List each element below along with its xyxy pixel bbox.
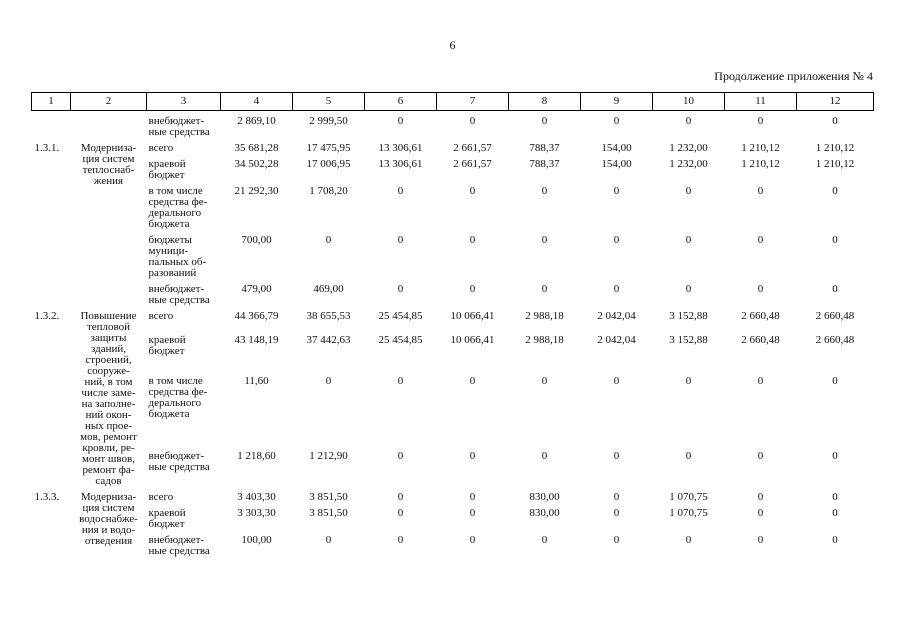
- table-row: [32, 138, 874, 154]
- item-code: 1.3.1.: [34, 142, 60, 154]
- amount-cell: 0: [757, 185, 764, 197]
- amount-cell: 3 403,30: [237, 491, 276, 503]
- amount-cell: 0: [832, 375, 838, 388]
- amount-cell: 0: [397, 507, 404, 519]
- amount-cell: 0: [685, 115, 692, 127]
- amount-cell: 0: [757, 234, 764, 246]
- amount-cell: 0: [832, 185, 838, 197]
- header-cell: 12: [797, 93, 874, 111]
- amount-cell: 25 454,85: [378, 334, 423, 347]
- amount-cell: 0: [397, 534, 404, 546]
- amount-cell: 830,00: [529, 491, 560, 503]
- funding-source: бюджеты муници- пальных об- разований: [148, 234, 207, 279]
- amount-cell: 1 218,60: [237, 449, 276, 462]
- funding-source: внебюджет- ные средства: [148, 449, 210, 473]
- amount-cell: 0: [397, 234, 404, 246]
- amount-cell: 17 475,95: [306, 142, 351, 154]
- table-row: [32, 111, 874, 139]
- amount-cell: 0: [613, 283, 620, 295]
- amount-cell: 1 070,75: [669, 491, 708, 503]
- amount-cell: 34 502,28: [234, 158, 279, 170]
- amount-cell: 0: [757, 534, 764, 546]
- table-row: [32, 330, 874, 371]
- amount-cell: 0: [469, 491, 476, 503]
- amount-cell: 700,00: [241, 234, 272, 246]
- amount-cell: 2 869,10: [237, 115, 276, 127]
- amount-cell: 0: [541, 283, 548, 295]
- amount-cell: 0: [757, 507, 764, 519]
- item-code: [32, 111, 71, 139]
- amount-cell: 2 660,48: [815, 334, 855, 347]
- amount-cell: 788,37: [529, 158, 560, 170]
- amount-cell: 0: [613, 507, 620, 519]
- amount-cell: 1 210,12: [815, 142, 855, 154]
- amount-cell: 0: [397, 185, 404, 197]
- amount-cell: 0: [397, 283, 404, 295]
- header-cell: 2: [71, 93, 147, 111]
- funding-source: краевой бюджет: [148, 507, 186, 530]
- amount-cell: 0: [541, 449, 548, 462]
- amount-cell: 0: [469, 115, 476, 127]
- budget-table: [31, 92, 874, 557]
- amount-cell: 44 366,79: [234, 310, 279, 322]
- amount-cell: 0: [469, 234, 476, 246]
- table-header: [32, 93, 874, 111]
- amount-cell: 0: [613, 115, 620, 127]
- amount-cell: 0: [541, 185, 548, 197]
- amount-cell: 0: [613, 375, 620, 388]
- amount-cell: 0: [325, 234, 332, 246]
- amount-cell: 2 988,18: [525, 334, 564, 347]
- header-cell: 4: [221, 93, 293, 111]
- table-body: [32, 111, 874, 558]
- amount-cell: 0: [832, 449, 838, 462]
- amount-cell: 2 661,57: [453, 142, 492, 154]
- amount-cell: 1 210,12: [815, 158, 855, 170]
- amount-cell: 43 148,19: [234, 334, 279, 347]
- amount-cell: 1 232,00: [669, 142, 708, 154]
- item-name: Модерниза- ция систем водоснабже- ния и водо- отведения: [79, 491, 138, 547]
- amount-cell: 0: [832, 491, 838, 503]
- amount-cell: 0: [469, 507, 476, 519]
- amount-cell: 0: [685, 449, 692, 462]
- amount-cell: 1 708,20: [309, 185, 348, 197]
- amount-cell: 0: [685, 283, 692, 295]
- amount-cell: 38 655,53: [306, 310, 351, 322]
- amount-cell: 2 660,48: [741, 310, 780, 322]
- amount-cell: 10 066,41: [450, 334, 495, 347]
- amount-cell: 0: [685, 375, 692, 388]
- item-code: 1.3.2.: [34, 310, 60, 322]
- item-name: Повышение тепловой защиты зданий, строений, сооруже- ний, в том числе заме- на заполне- ний окон- ных прое- мов, ремонт кровли, ре- монт швов, ремонт фа- садов: [80, 310, 137, 487]
- amount-cell: 0: [757, 375, 764, 388]
- amount-cell: 0: [541, 234, 548, 246]
- amount-cell: 35 681,28: [234, 142, 279, 154]
- amount-cell: 2 988,18: [525, 310, 564, 322]
- amount-cell: 830,00: [529, 507, 560, 519]
- amount-cell: 0: [469, 375, 476, 388]
- amount-cell: 3 303,30: [237, 507, 276, 519]
- header-cell: 9: [581, 93, 653, 111]
- amount-cell: 2 661,57: [453, 158, 492, 170]
- amount-cell: 0: [325, 534, 332, 546]
- header-cell: 1: [32, 93, 71, 111]
- amount-cell: 0: [685, 234, 692, 246]
- amount-cell: 37 442,63: [306, 334, 351, 347]
- table-row: [32, 446, 874, 487]
- amount-cell: 3 152,88: [669, 334, 708, 347]
- amount-cell: 0: [832, 534, 838, 546]
- amount-cell: 0: [613, 185, 620, 197]
- amount-cell: 1 210,12: [741, 158, 780, 170]
- amount-cell: 0: [397, 491, 404, 503]
- funding-source: всего: [148, 310, 174, 322]
- item-name: Модерниза- ция систем теплоснаб- жения: [80, 142, 137, 187]
- amount-cell: 0: [325, 375, 332, 388]
- header-cell: 6: [365, 93, 437, 111]
- funding-source: всего: [148, 491, 174, 503]
- amount-cell: 0: [757, 115, 764, 127]
- amount-cell: 0: [613, 449, 620, 462]
- amount-cell: 2 042,04: [597, 334, 636, 347]
- amount-cell: 1 232,00: [669, 158, 708, 170]
- funding-source: в том числе средства фе- дерального бюджета: [148, 185, 208, 230]
- amount-cell: 0: [757, 283, 764, 295]
- amount-cell: 0: [685, 534, 692, 546]
- header-cell: 10: [653, 93, 725, 111]
- header-cell: 5: [293, 93, 365, 111]
- funding-source: краевой бюджет: [148, 158, 186, 181]
- amount-cell: 2 660,48: [741, 334, 780, 347]
- amount-cell: 0: [685, 185, 692, 197]
- amount-cell: 25 454,85: [378, 310, 423, 322]
- amount-cell: 2 999,50: [309, 115, 348, 127]
- amount-cell: 100,00: [241, 534, 272, 546]
- amount-cell: 0: [832, 507, 838, 519]
- amount-cell: 0: [757, 491, 764, 503]
- amount-cell: 3 851,50: [309, 507, 348, 519]
- amount-cell: 0: [832, 115, 838, 127]
- table-row: [32, 371, 874, 446]
- page-number: 6: [449, 38, 456, 52]
- amount-cell: 0: [613, 234, 620, 246]
- amount-cell: 0: [541, 534, 548, 546]
- table-row: [32, 154, 874, 181]
- header-cell: 11: [725, 93, 797, 111]
- funding-source: внебюджет- ные средства: [148, 283, 210, 306]
- amount-cell: 0: [469, 185, 476, 197]
- amount-cell: 3 851,50: [309, 491, 348, 503]
- amount-cell: 469,00: [313, 283, 344, 295]
- amount-cell: 154,00: [601, 158, 632, 170]
- amount-cell: 10 066,41: [450, 310, 495, 322]
- table-row: [32, 530, 874, 557]
- amount-cell: 0: [541, 115, 548, 127]
- table-row: [32, 279, 874, 306]
- amount-cell: 1 212,90: [309, 449, 348, 462]
- table-row: [32, 181, 874, 230]
- amount-cell: 0: [397, 375, 404, 388]
- item-name: [71, 111, 147, 139]
- amount-cell: 13 306,61: [378, 158, 423, 170]
- header-cell: 3: [147, 93, 221, 111]
- funding-source: всего: [148, 142, 174, 154]
- amount-cell: 0: [541, 375, 548, 388]
- amount-cell: 0: [469, 283, 476, 295]
- amount-cell: 154,00: [601, 142, 632, 154]
- amount-cell: 21 292,30: [234, 185, 279, 197]
- item-code: 1.3.3.: [34, 491, 60, 503]
- amount-cell: 788,37: [529, 142, 560, 154]
- table-row: [32, 306, 874, 330]
- amount-cell: 11,60: [244, 375, 269, 388]
- amount-cell: 479,00: [241, 283, 272, 295]
- amount-cell: 0: [469, 449, 476, 462]
- amount-cell: 0: [397, 115, 404, 127]
- amount-cell: 1 070,75: [669, 507, 708, 519]
- amount-cell: 3 152,88: [669, 310, 708, 322]
- amount-cell: 0: [757, 449, 764, 462]
- amount-cell: 2 042,04: [597, 310, 636, 322]
- amount-cell: 1 210,12: [741, 142, 780, 154]
- amount-cell: 2 660,48: [815, 310, 855, 322]
- funding-source: в том числе средства фе- дерального бюджета: [148, 375, 208, 421]
- amount-cell: 0: [469, 534, 476, 546]
- funding-source: краевой бюджет: [148, 334, 186, 358]
- amount-cell: 0: [613, 491, 620, 503]
- table-row: [32, 503, 874, 530]
- amount-cell: 0: [397, 449, 404, 462]
- header-cell: 7: [437, 93, 509, 111]
- funding-source: внебюджет- ные средства: [148, 534, 210, 557]
- amount-cell: 0: [613, 534, 620, 546]
- continuation-label: Продолжение приложения № 4: [714, 69, 873, 83]
- amount-cell: 0: [832, 283, 838, 295]
- header-cell: 8: [509, 93, 581, 111]
- amount-cell: 0: [832, 234, 838, 246]
- amount-cell: 13 306,61: [378, 142, 423, 154]
- table-row: [32, 230, 874, 279]
- table-row: [32, 487, 874, 503]
- funding-source: внебюджет- ные средства: [148, 115, 210, 138]
- amount-cell: 17 006,95: [306, 158, 351, 170]
